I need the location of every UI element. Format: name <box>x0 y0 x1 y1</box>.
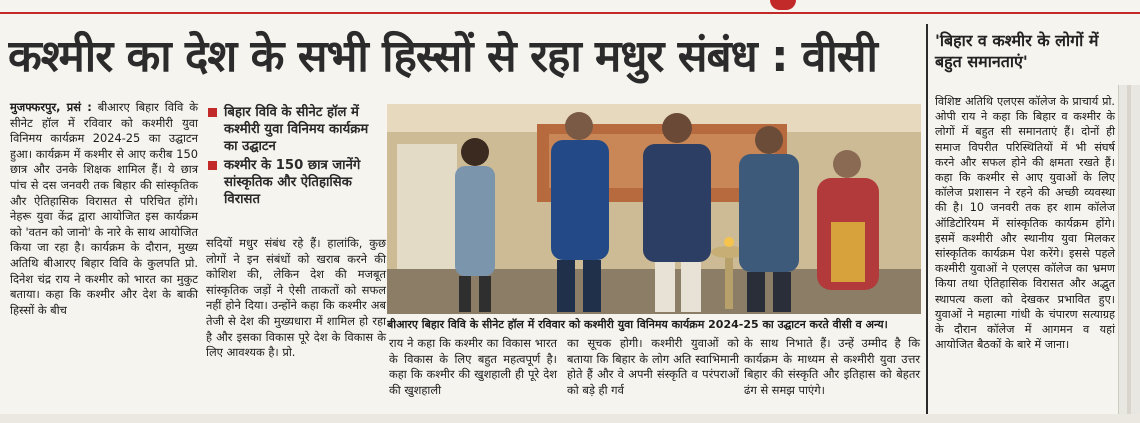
story-column-4 <box>567 336 739 398</box>
bottom-edge <box>0 414 1140 423</box>
story-column-3 <box>389 336 557 398</box>
story-text-4: का सूचक होगी। कश्मीरी युवाओं को बताया कि बिहार के लोग अति स्वाभिमानी होते हैं और वे अपनी संस्कृति व परंपराओं को बड़े ही गर्व <box>567 336 739 397</box>
adjacent-page-edge <box>1118 85 1140 415</box>
highlight-item <box>206 157 384 208</box>
red-bullet-icon <box>208 108 217 117</box>
sidebar-column <box>935 94 1115 352</box>
red-rule-line <box>0 12 1140 14</box>
highlights-box <box>206 104 384 232</box>
story-column-1 <box>10 100 198 318</box>
story-column-2 <box>206 236 386 361</box>
story-text-2: सदियों मधुर संबंध रहे हैं। हालांकि, कुछ लोगों ने इन संबंधों को खराब करने की कोशिश की, लेकिन देश की मजबूत सांस्कृतिक जड़ों ने ऐसी ताकतों को सफल नहीं होने दिया। उन्होंने कहा कि कश्मीर अब तेजी से देश की मुख्यधारा में शामिल हो रहा है और इसका विकास पूरे देश के विकास के लिए आवश्यक है। प्रो. <box>206 236 386 360</box>
sidebar-heading: 'बिहार व कश्मीर के लोगों में बहुत समानताएं' <box>935 31 1099 71</box>
story-text-1: बीआरए बिहार विवि के सीनेट हॉल में रविवार को कश्मीरी युवा विनिमय कार्यक्रम 2024-25 का उद्घाटन हुआ। कार्यक्रम में कश्मीर से आए करीब 150 छात्र और उनके शिक्षक शामिल हैं। ये छात्र पांच से दस जनवरी तक बिहार की सांस्कृतिक और ऐतिहासिक विरासत से परिचित होंगे। नेहरू युवा केंद्र द्वारा आयोजित इस कार्यक्रम को 'वतन को जानो' के नारे के साथ आयोजित किया जा रहा है। कार्यक्रम के दौरान, मुख्य अतिथि बीआरए बिहार विवि के कुलपति प्रो. दिनेश चंद्र राय ने कश्मीर को भारत का मुकुट बताया। कहा कि कश्मीर और देश के बाकी हिस्सों के बीच <box>10 100 198 317</box>
event-photo <box>387 104 921 314</box>
story-column-5 <box>744 336 920 398</box>
photo-illustration <box>387 104 921 314</box>
highlight-text: बिहार विवि के सीनेट हॉल में कश्मीरी युवा विनिमय कार्यक्रम का उद्घाटन <box>224 105 369 154</box>
dateline: मुजफ्फरपुर, प्रसं : <box>10 100 92 114</box>
column-divider <box>926 24 928 419</box>
top-rule <box>0 0 1140 22</box>
page-edge-bar <box>1127 85 1131 415</box>
sidebar-text: विशिष्ट अतिथि एलएस कॉलेज के प्राचार्य प्रो. ओपी राय ने कहा कि बिहार व कश्मीर के लोगों में बहुत सी समानताएं हैं। दोनों ही समाज विपरीत परिस्थितियों में भी संघर्ष करने और सफल होने की क्षमता रखते हैं। कहा कि कश्मीर से आए युवाओं के लिए कॉलेज प्रशासन ने रहने की अच्छी व्यवस्था की है। 10 जनवरी तक हर शाम कॉलेज ऑडिटोरियम में सांस्कृतिक कार्यक्रम होंगे। इसमें कश्मीरी और स्थानीय युवा मिलकर सांस्कृतिक कार्यक्रम पेश करेंगे। इससे पहले कश्मीरी युवाओं ने एलएस कॉलेज का भ्रमण किया तथा ऐतिहासिक विरासत और अद्भुत स्थापत्य कला को देखकर प्रभावित हुए। युवाओं ने महात्मा गांधी के चंपारण सत्याग्रह के दौरान कॉलेज में आगमन व यहां आयोजित बैठकों के बारे में जाना। <box>935 95 1115 352</box>
story-text-3: राय ने कहा कि कश्मीर का विकास भारत के विकास के लिए बहुत महत्वपूर्ण है। कहा कि कश्मीर की खुशहाली ही पूरे देश की खुशहाली <box>389 336 557 397</box>
red-bullet-icon <box>208 161 217 170</box>
highlight-text: कश्मीर के 150 छात्र जानेंगे सांस्कृतिक और ऐतिहासिक विरासत <box>224 158 361 207</box>
photo-door <box>397 144 457 269</box>
highlight-item <box>206 104 384 155</box>
story-text-5: के साथ निभाते हैं। उन्हें उम्मीद है कि कार्यक्रम के माध्यम से कश्मीरी युवा उत्तर बिहार की संस्कृति और इतिहास को बेहतर ढंग से समझ पाएंगे। <box>744 336 920 397</box>
photo-caption: बीआरए बिहार विवि के सीनेट हॉल में रविवार को कश्मीरी युवा विनिमय कार्यक्रम 2024-25 का उद्घाटन करते वीसी व अन्य। <box>387 318 888 331</box>
red-badge <box>770 0 796 10</box>
headline: कश्मीर का देश के सभी हिस्सों से रहा मधुर संबंध : वीसी <box>8 31 877 82</box>
